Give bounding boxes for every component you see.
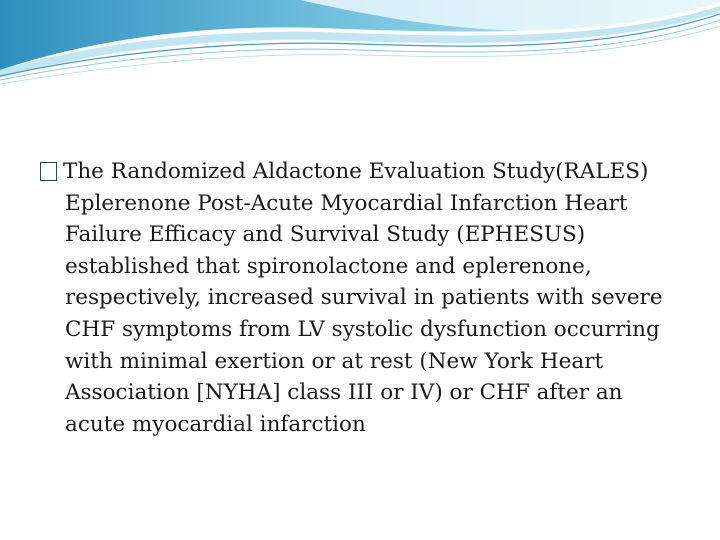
bullet-box-icon: [40, 162, 57, 181]
bullet-line: [40, 156, 690, 188]
ephesus-paragraph: Eplerenone Post-Acute Myocardial Infarction Heart Failure Efficacy and Survival Study (EPHESUS) established that spironolactone and eplerenone, respectively, increased survival in patients with severe CHF symptoms from LV systolic dysfunction occurring with minimal exertion or at rest (New York Heart Association [NYHA] class III or IV) or CHF after an acute myocardial infarction: [65, 190, 663, 437]
rales-study-text: The Randomized Aldactone Evaluation Study(RALES): [63, 159, 649, 184]
header-wave-decoration: [0, 0, 720, 90]
slide-content: [40, 156, 690, 440]
